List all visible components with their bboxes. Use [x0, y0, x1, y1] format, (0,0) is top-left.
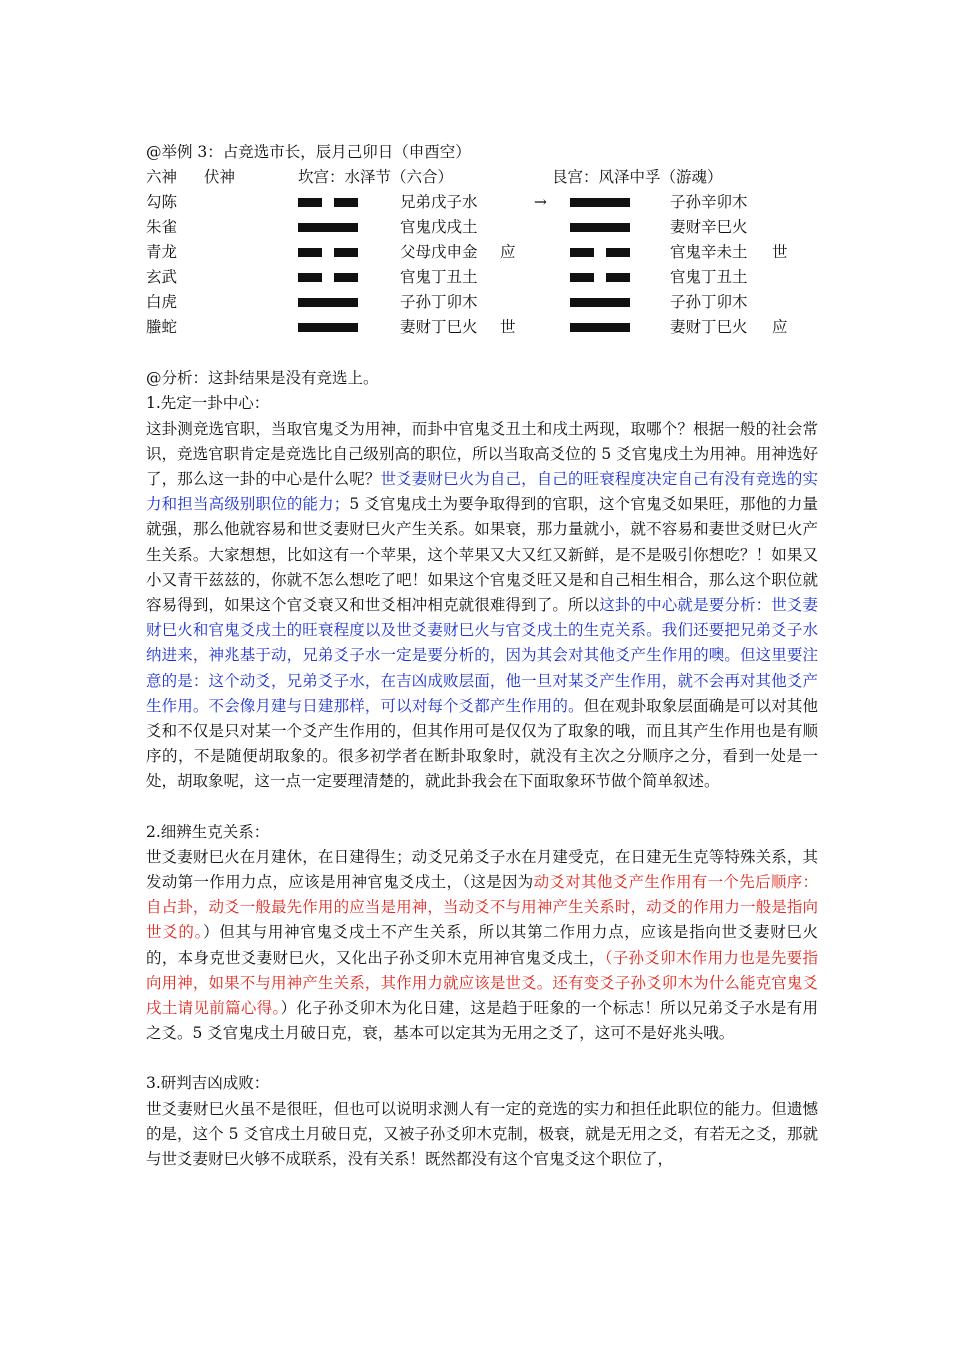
main-line-mark: 应 [500, 243, 516, 262]
yin-line-segment [334, 273, 358, 282]
six-spirit-label: 勾陈 [146, 193, 178, 212]
hexagram-row [146, 265, 818, 290]
yang-line [298, 323, 358, 332]
main-line-text: 父母戊申金 [400, 243, 478, 262]
section-3-paragraph [146, 1097, 818, 1173]
changed-line-text: 子孙丁卯木 [670, 293, 748, 312]
changed-line-text: 官鬼丁丑土 [670, 268, 748, 287]
yin-line-segment [570, 273, 594, 282]
changed-line-text: 妻财丁巳火 [670, 318, 748, 337]
changed-line-mark: 应 [772, 318, 788, 337]
s2-highlight-1: 动爻对其他爻产生作用有一个先后顺序：自占卦，动爻一般最先作用的应当是用神，当动爻不与用神产生关系时，动爻的作用力一般是指向世爻的。 [146, 873, 818, 942]
col-six-spirits: 六神 [146, 168, 178, 187]
six-spirit-label: 螣蛇 [146, 318, 178, 337]
changed-line-text: 官鬼辛未土 [670, 243, 748, 262]
changed-line-text: 妻财辛巳火 [670, 218, 748, 237]
yang-line [570, 323, 630, 332]
main-line-text: 官鬼丁丑土 [400, 268, 478, 287]
s2-highlight-2: （子孙爻卯木作用力也是先要指向用神，如果不与用神产生关系，其作用力就应该是世爻。还有变爻子孙爻卯木为什么能克官鬼爻戌土请见前篇心得。 [146, 948, 818, 1018]
hexagram-row [146, 315, 818, 340]
hexagram-row [146, 290, 818, 315]
main-line-mark: 世 [500, 318, 516, 337]
s1-highlight-1: 世爻妻财巳火为自己，自己的旺衰程度决定自己有没有竞选的实力和担当高级别职位的能力； [146, 470, 818, 514]
section-2-heading: 2.细辨生克关系： [146, 822, 270, 841]
s1-text-3: 但在观卦取象层面确是可以对其他爻和不仅是只对某一个爻产生作用的，但其作用可是仅仅为了取象的哦，而且其产生作用也是有顺序的，不是随便胡取象的。很多初学者在断卦取象时，就没有主次之分顺序之分，看到一处是一处，胡取象呢，这一点一定要理清楚的，就此卦我会在下面取象环节做个简单叙述。 [146, 696, 818, 791]
yang-line [570, 223, 630, 232]
yin-line-segment [334, 198, 358, 207]
table-header-row [146, 165, 818, 190]
yin-line-segment [606, 248, 630, 257]
six-spirit-label: 青龙 [146, 243, 178, 262]
changed-line-mark: 世 [772, 243, 788, 262]
six-spirit-label: 朱雀 [146, 218, 178, 237]
section-1-paragraph [146, 417, 818, 795]
yin-line-segment [334, 248, 358, 257]
analysis-intro: @分析：这卦结果是没有竞选上。 [146, 369, 379, 388]
s2-text-1: 世爻妻财巳火在月建休，在日建得生；动爻兄弟爻子水在月建受克，在日建无生克等特殊关系，其发动第一作用力点，应该是用神官鬼爻戌土，（这是因为 [146, 847, 818, 892]
yang-line [298, 298, 358, 307]
s1-text-1: 这卦测竞选官职，当取官鬼爻为用神，而卦中官鬼爻丑土和戌土两现，取哪个？根据一般的社会常识，竞选官职肯定是竞选比自己级别高的职位，所以当取高爻位的 5 爻官鬼戌土为用神。用神选好了，那么这一卦的中心是什么呢？ [146, 419, 818, 489]
section-2-paragraph [146, 845, 818, 1047]
changed-hexagram-title: 艮宫：风泽中孚（游魂） [552, 168, 723, 187]
moving-line-arrow-icon: → [534, 193, 547, 212]
changed-line-text: 子孙辛卯木 [670, 193, 748, 212]
hexagram-table [146, 165, 818, 341]
section-1-heading: 1.先定一卦中心： [146, 394, 270, 413]
main-line-text: 兄弟戊子水 [400, 193, 478, 212]
s3-text-1: 世爻妻财巳火虽不是很旺，但也可以说明求测人有一定的竞选的实力和担任此职位的能力。但遗憾的是，这个 5 爻官戌土月破日克，又被子孙爻卯木克制，极衰，就是无用之爻，有若无之爻，那就与世爻妻财巳火够不成联系，没有关系！既然都没有这个官鬼爻这个职位了， [146, 1099, 818, 1169]
hexagram-row [146, 215, 818, 240]
yang-line [570, 198, 630, 207]
hexagram-row [146, 240, 818, 265]
yin-line-segment [298, 248, 322, 257]
document-page [146, 140, 818, 1172]
main-line-text: 妻财丁巳火 [400, 318, 478, 337]
yin-line-segment [298, 273, 322, 282]
yin-line-segment [298, 198, 322, 207]
section-3-heading: 3.研判吉凶成败： [146, 1074, 270, 1093]
yang-line [298, 223, 358, 232]
hexagram-row [146, 190, 818, 215]
s1-highlight-2: 这卦的中心就是要分析：世爻妻财巳火和官鬼爻戌土的旺衰程度以及世爻妻财巳火与官爻戌土的生克关系。我们还要把兄弟爻子水纳进来，神兆基于动，兄弟爻子水一定是要分析的，因为其会对其他爻产生作用的噢。但这里要注意的是：这个动爻，兄弟爻子水，在吉凶成败层面，他一旦对某爻产生作用，就不会再对其他爻产生作用。不会像月建与日建那样，可以对每个爻都产生作用的。 [146, 596, 818, 715]
s1-text-2: 5 爻官鬼戌土为要争取得到的官职，这个官鬼爻如果旺，那他的力量就强，那么他就容易和世爻妻财巳火产生关系。如果衰，那力量就小，就不容易和妻世爻财巳火产生关系。大家想想，比如这有一个苹果，这个苹果又大又红又新鲜，是不是吸引你想吃？！如果又小又青干兹兹的，你就不怎么想吃了吧！如果这个官鬼爻旺又是和自己相生相合，那么这个职位就容易得到，如果这个官爻衰又和世爻相冲相克就很难得到了。所以 [146, 495, 818, 615]
yin-line-segment [570, 248, 594, 257]
yang-line [570, 298, 630, 307]
s2-text-3: ）化子孙爻卯木为化日建，这是趋于旺象的一个标志！所以兄弟爻子水是有用之爻。5 爻官鬼戌土月破日克，衰，基本可以定其为无用之爻了，这可不是好兆头哦。 [146, 999, 818, 1043]
six-spirit-label: 玄武 [146, 268, 178, 287]
example-title: @举例 3：占竞选市长，辰月己卯日（申酉空） [146, 143, 471, 161]
six-spirit-label: 白虎 [146, 293, 178, 312]
col-hidden-spirit: 伏神 [204, 168, 236, 187]
s2-text-2: ）但其与用神官鬼爻戌土不产生关系，所以其第二作用力点，应该是指向世爻妻财巳火的，本身克世爻妻财巳火，又化出子孙爻卯木克用神官鬼爻戌土， [146, 923, 818, 967]
main-line-text: 子孙丁卯木 [400, 293, 478, 312]
main-hexagram-title: 坎宫：水泽节（六合） [298, 168, 454, 187]
main-line-text: 官鬼戊戌土 [400, 218, 478, 237]
yin-line-segment [606, 273, 630, 282]
